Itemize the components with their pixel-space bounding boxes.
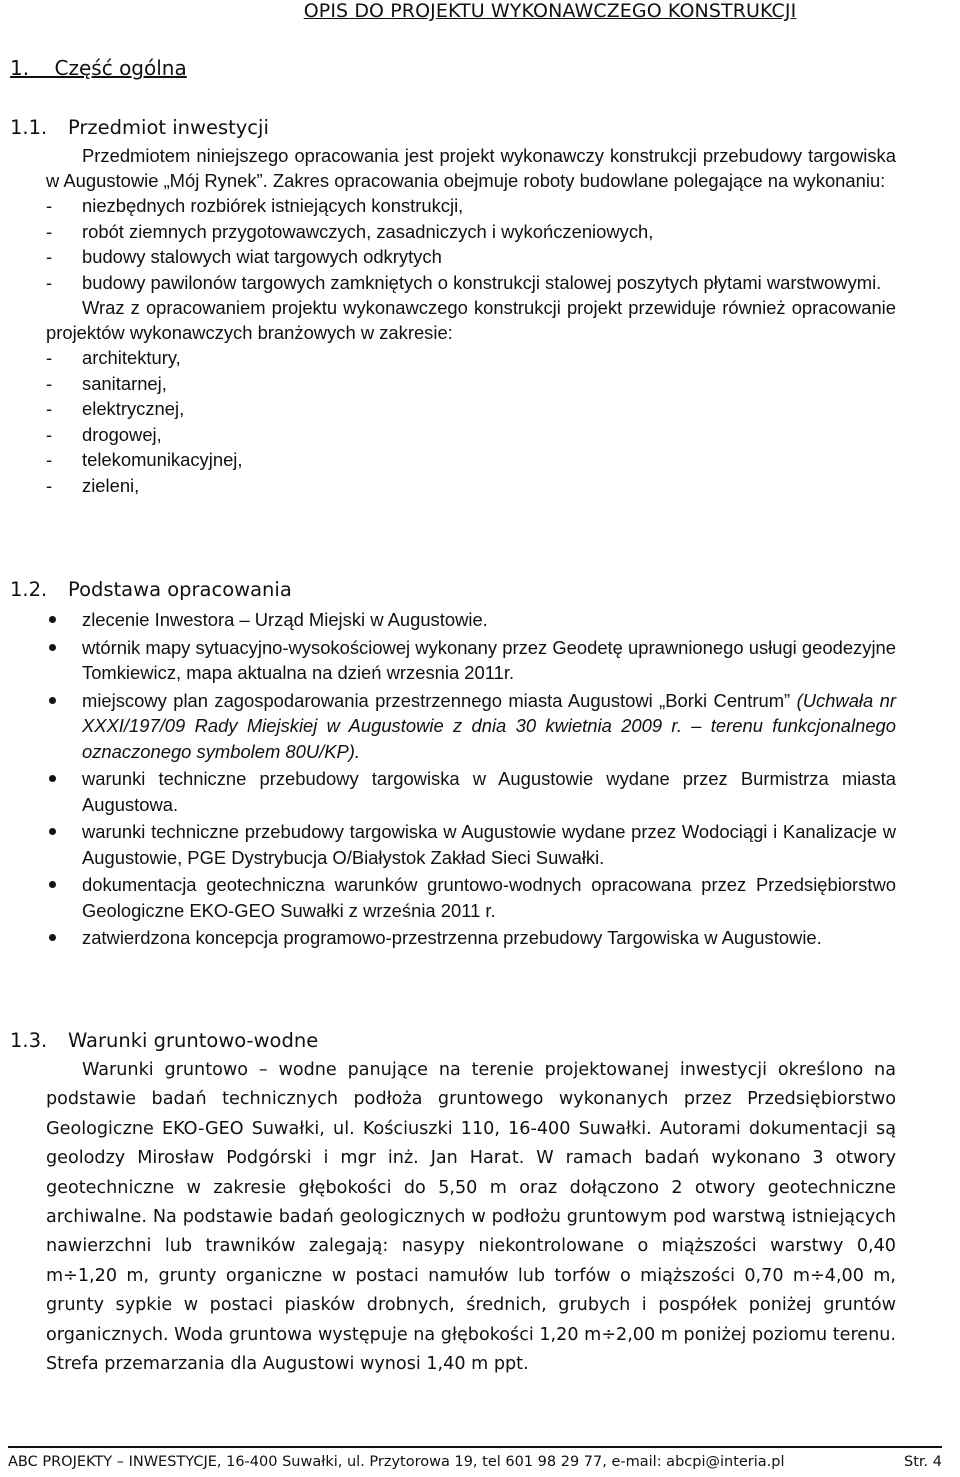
list-item: warunki techniczne przebudowy targowiska w Augustowie wydane przez Wodociągi i Kanalizacje w Augustowie, PGE Dystrybucja O/Białystok Zakład Sieci Suwałki.: [46, 819, 896, 870]
list-item: zlecenie Inwestora – Urząd Miejski w Augustowie.: [46, 607, 896, 633]
list-item: dokumentacja geotechniczna warunków gruntowo-wodnych opracowana przez Przedsiębiorstwo Geologiczne EKO-GEO Suwałki z września 2011 r.: [46, 872, 896, 923]
bullet-icon: [49, 616, 56, 623]
list-item: - robót ziemnych przygotowawczych, zasadniczych i wykończeniowych,: [46, 220, 654, 242]
section-1-3-heading: [10, 1029, 318, 1052]
list-item: wtórnik mapy sytuacyjno-wysokościowej wykonany przez Geodetę uprawnionego usługi geodezyjne Tomkiewicz, mapa aktualna na dzień wrzesnia 2011r.: [46, 635, 896, 686]
branches-list: [46, 345, 896, 498]
list-item: - sanitarnej,: [46, 372, 167, 394]
scope-intro: Przedmiotem niniejszego opracowania jest projekt wykonawczy konstrukcji przebudowy targowiska w Augustowie „Mój Rynek”. Zakres opracowania obejmuje roboty budowlane polegające na wykonaniu:: [46, 145, 896, 191]
list-item: - niezbędnych rozbiórek istniejących konstrukcji,: [46, 195, 464, 216]
bullet-icon: [49, 644, 56, 651]
running-header: OPIS DO PROJEKTU WYKONAWCZEGO KONSTRUKCJI: [303, 0, 797, 22]
list-item: - budowy pawilonów targowych zamkniętych o konstrukcji stalowej poszytych płytami warstwowymi.: [46, 271, 882, 293]
section-1-1-body: [46, 143, 896, 498]
list-item: - elektrycznej,: [46, 398, 185, 419]
scope-list: [46, 193, 896, 295]
section-1-1-title: Przedmiot inwestycji: [68, 116, 269, 139]
list-item: - zieleni,: [46, 474, 140, 496]
bullet-icon: [49, 697, 56, 704]
bullet-icon: [49, 881, 56, 888]
bullet-icon: [49, 775, 56, 782]
section-1-3-title: Warunki gruntowo-wodne: [68, 1029, 319, 1052]
list-item: - architektury,: [46, 347, 181, 368]
branches-intro: Wraz z opracowaniem projektu wykonawczego konstrukcji projekt przewiduje również opracowanie projektów wykonawczych branżowych w zakresie:: [46, 297, 896, 343]
list-item: miejscowy plan zagospodarowania przestrzennego miasta Augustowi „Borki Centrum” (Uchwała nr XXXI/197/09 Rady Miejskiej w Augustowie z dnia 30 kwietnia 2009 r. – terenu funkcjonalnego oznaczonego symbolem 80U/KP).: [46, 688, 896, 765]
bullet-icon: [49, 828, 56, 835]
list-item: zatwierdzona koncepcja programowo-przestrzenna przebudowy Targowiska w Augustowie.: [46, 925, 896, 951]
page-footer: [8, 1446, 942, 1470]
section-1-1-number: 1.1.: [10, 116, 48, 139]
footer-company: ABC PROJEKTY – INWESTYCJE, 16-400 Suwałki, ul. Przytorowa 19, tel 601 98 29 77, e-mail: abcpi@interia.pl: [8, 1454, 785, 1470]
list-item: warunki techniczne przebudowy targowiska w Augustowie wydane przez Burmistrza miasta Augustowa.: [46, 766, 896, 817]
section-1-3-number: 1.3.: [10, 1029, 48, 1052]
section-1-heading: [10, 56, 187, 80]
list-item: - budowy stalowych wiat targowych odkrytych: [46, 246, 442, 267]
list-item: - drogowej,: [46, 423, 162, 445]
section-1-2-title: Podstawa opracowania: [68, 578, 292, 601]
section-1-2-heading: [10, 578, 292, 601]
list-item: - telekomunikacyjnej,: [46, 449, 243, 470]
soil-conditions-text: Warunki gruntowo – wodne panujące na terenie projektowanej inwestycji określono na podstawie badań technicznych podłoża gruntowego wykonanych przez Przedsiębiorstwo Geologiczne EKO-GEO Suwałki, ul. Kościuszki 110, 16-400 Suwałki. Autorami dokumentacji są geolodzy Mirosław Podgórski i mgr inż. Jan Harat. W ramach badań wykonano 3 otwory geotechniczne w zakresie głębokości do 5,50 m oraz dołączono 2 otwory geotechniczne archiwalne. Na podstawie badań geologicznych w podłożu gruntowym pod warstwą istniejących nawierzchni lub trawników zalegają: nasypy niekontrolowane o miąższości warstwy 0,40 m÷1,20 m, grunty organiczne w postaci namułów lub torfów o miąższości 0,70 m÷4,00 m, grunty sypkie w postaci piasków drobnych, średnich, grubych i pospółek poniżej gruntów organicznych. Woda gruntowa występuje na głębokości 1,20 m÷2,00 m poniżej poziomu terenu. Strefa przemarzania dla Augustowi wynosi 1,40 m ppt.: [46, 1060, 897, 1375]
section-1-number: 1.: [10, 56, 30, 80]
page-number: Str. 4: [904, 1454, 942, 1470]
section-1-title: Część ogólna: [54, 56, 187, 80]
basis-list: [46, 607, 896, 953]
section-1-1-heading: [10, 116, 269, 139]
bullet-icon: [49, 934, 56, 941]
section-1-3-body: [46, 1056, 896, 1379]
section-1-2-number: 1.2.: [10, 578, 48, 601]
